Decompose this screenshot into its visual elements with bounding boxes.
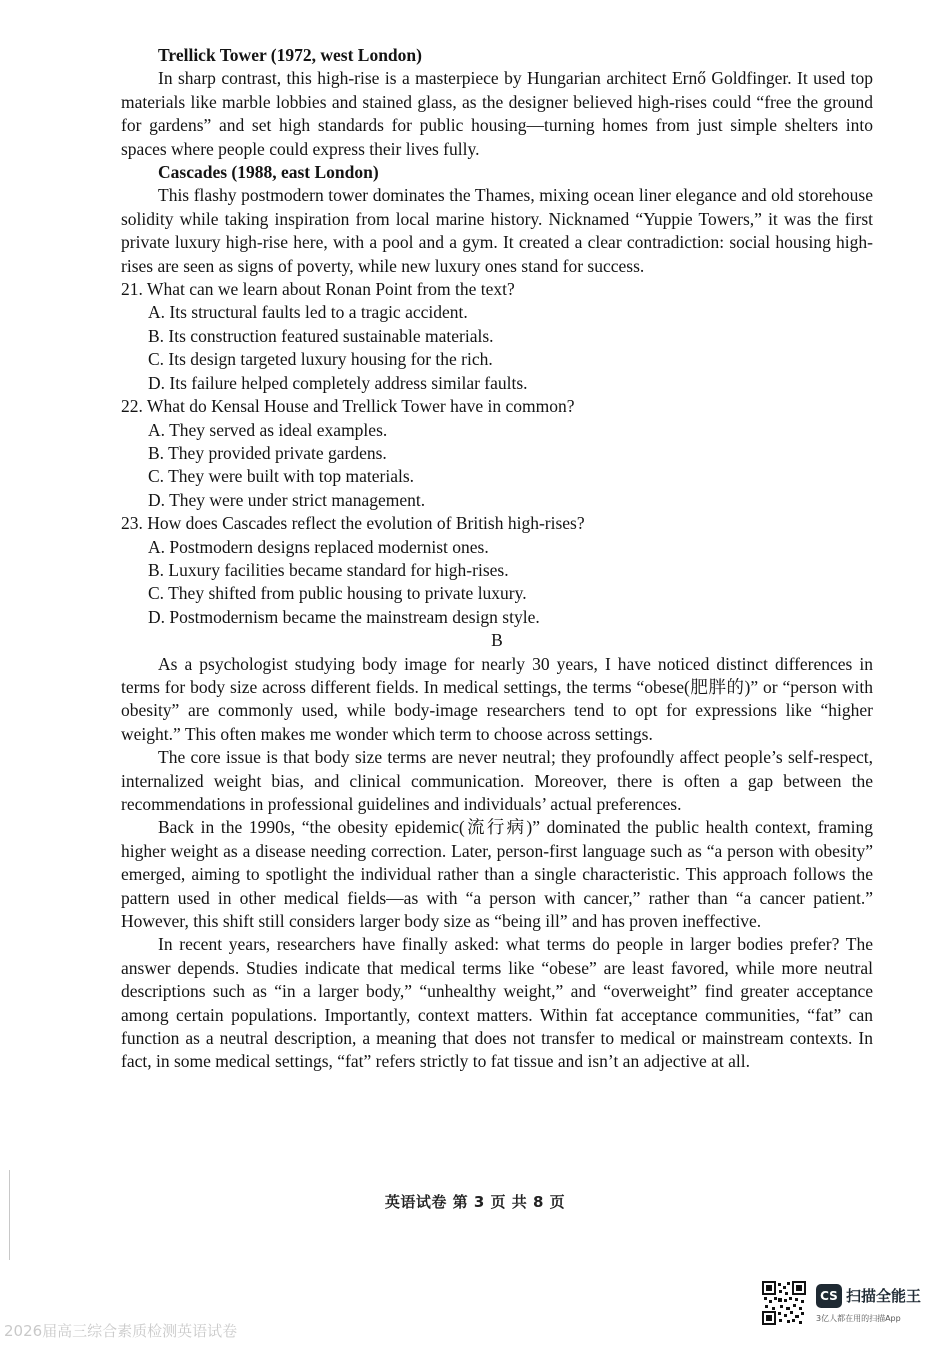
option-c: C. They were built with top materials. [148, 466, 415, 487]
camscanner-tagline: 3亿人都在用的扫描App [816, 1314, 901, 1323]
question-stem: 21. What can we learn about Ronan Point from the text? [121, 279, 515, 300]
qr-code-icon [762, 1281, 806, 1325]
camscanner-name: 扫描全能王 [846, 1287, 922, 1305]
page-footer: 英语试卷 第 3 页 共 8 页 [384, 1193, 566, 1211]
paragraph-b-3: Back in the 1990s, “the obesity epidemic(流行病)” dominated the public health context, framing higher weight as a disease needing correction. Later, person-first language such as “a person with obesity” emerged, aiming to spotlight the individual rather than a single characteristic. This approach follows the pattern used in other medical fields—as with “a person with cancer,” rather than “a cancer patient.” However, this shift still considers larger body size as “being ill” and has proven ineffective. [121, 817, 873, 932]
option-d: D. Postmodernism became the mainstream design style. [148, 606, 540, 627]
section-heading-cascades: Cascades (1988, east London) [158, 162, 379, 183]
question-22 [121, 395, 873, 512]
paragraph-b-2: The core issue is that body size terms are never neutral; they profoundly affect people’s self-respect, internalized weight bias, and clinical communication. Moreover, there is often a gap between the recommendations in professional guidelines and individuals’ actual preferences. [121, 747, 873, 814]
option-d: D. They were under strict management. [148, 489, 426, 510]
option-c: C. They shifted from public housing to private luxury. [148, 583, 527, 604]
question-23 [121, 512, 873, 629]
paragraph-trellick: In sharp contrast, this high-rise is a masterpiece by Hungarian architect Ernő Goldfinger. It used top materials like marble lobbies and stained glass, as the designer believed high-rises could “free the ground for gardens” and set high standards for public housing—turning homes from just simple shelters into spaces where people could express their lives fully. [121, 68, 873, 159]
question-stem: 22. What do Kensal House and Trellick Tower have in common? [121, 396, 575, 417]
option-b: B. Luxury facilities became standard for high-rises. [148, 559, 509, 580]
exam-page-content [121, 44, 873, 1074]
paragraph-cascades: This flashy postmodern tower dominates the Thames, mixing ocean liner elegance and old storehouse solidity while taking inspiration from local marine history. Nicknamed “Yuppie Towers,” it was the first private luxury high-rise here, with a pool and a gym. It created a clear contradiction: social housing high-rises are seen as signs of poverty, while new luxury ones stand for success. [121, 185, 873, 276]
scan-edge-line [9, 1170, 10, 1260]
paragraph-b-1: As a psychologist studying body image for nearly 30 years, I have noticed distinct differences in terms for body size across different fields. In medical settings, the terms “obese(肥胖的)” or “person with obesity” are commonly used, while body-image researchers tend to opt for expressions like “higher weight.” This often makes me wonder which term to choose across settings. [121, 653, 873, 744]
option-a: A. Postmodern designs replaced modernist ones. [148, 536, 489, 557]
question-stem: 23. How does Cascades reflect the evolution of British high-rises? [121, 513, 585, 534]
option-a: A. Its structural faults led to a tragic accident. [148, 302, 468, 323]
section-heading-trellick: Trellick Tower (1972, west London) [158, 45, 422, 65]
paragraph-b-4: In recent years, researchers have finally asked: what terms do people in larger bodies prefer? The answer depends. Studies indicate that medical terms like “obese” are least favored, while more neutral descriptions such as “in a larger body,” “unhealthy weight,” and “overweight” find greater acceptance among certain populations. Importantly, context matters. Within fat acceptance communities, “fat” can function as a neutral description, a meaning that does not transfer to medical or mainstream contexts. In fact, in some medical settings, “fat” refers strictly to fat tissue and isn’t an adjective at all. [121, 934, 873, 1072]
camscanner-logo-icon: CS [816, 1284, 842, 1308]
option-b: B. They provided private gardens. [148, 442, 387, 463]
scanner-badge [762, 1281, 942, 1331]
option-c: C. Its design targeted luxury housing for the rich. [148, 349, 493, 370]
question-21 [121, 278, 873, 395]
option-a: A. They served as ideal examples. [148, 419, 388, 440]
exam-watermark: 2026届高三综合素质检测英语试卷 [4, 1322, 238, 1340]
option-d: D. Its failure helped completely address similar faults. [148, 372, 528, 393]
option-b: B. Its construction featured sustainable materials. [148, 325, 494, 346]
section-letter-b: B [491, 630, 503, 651]
